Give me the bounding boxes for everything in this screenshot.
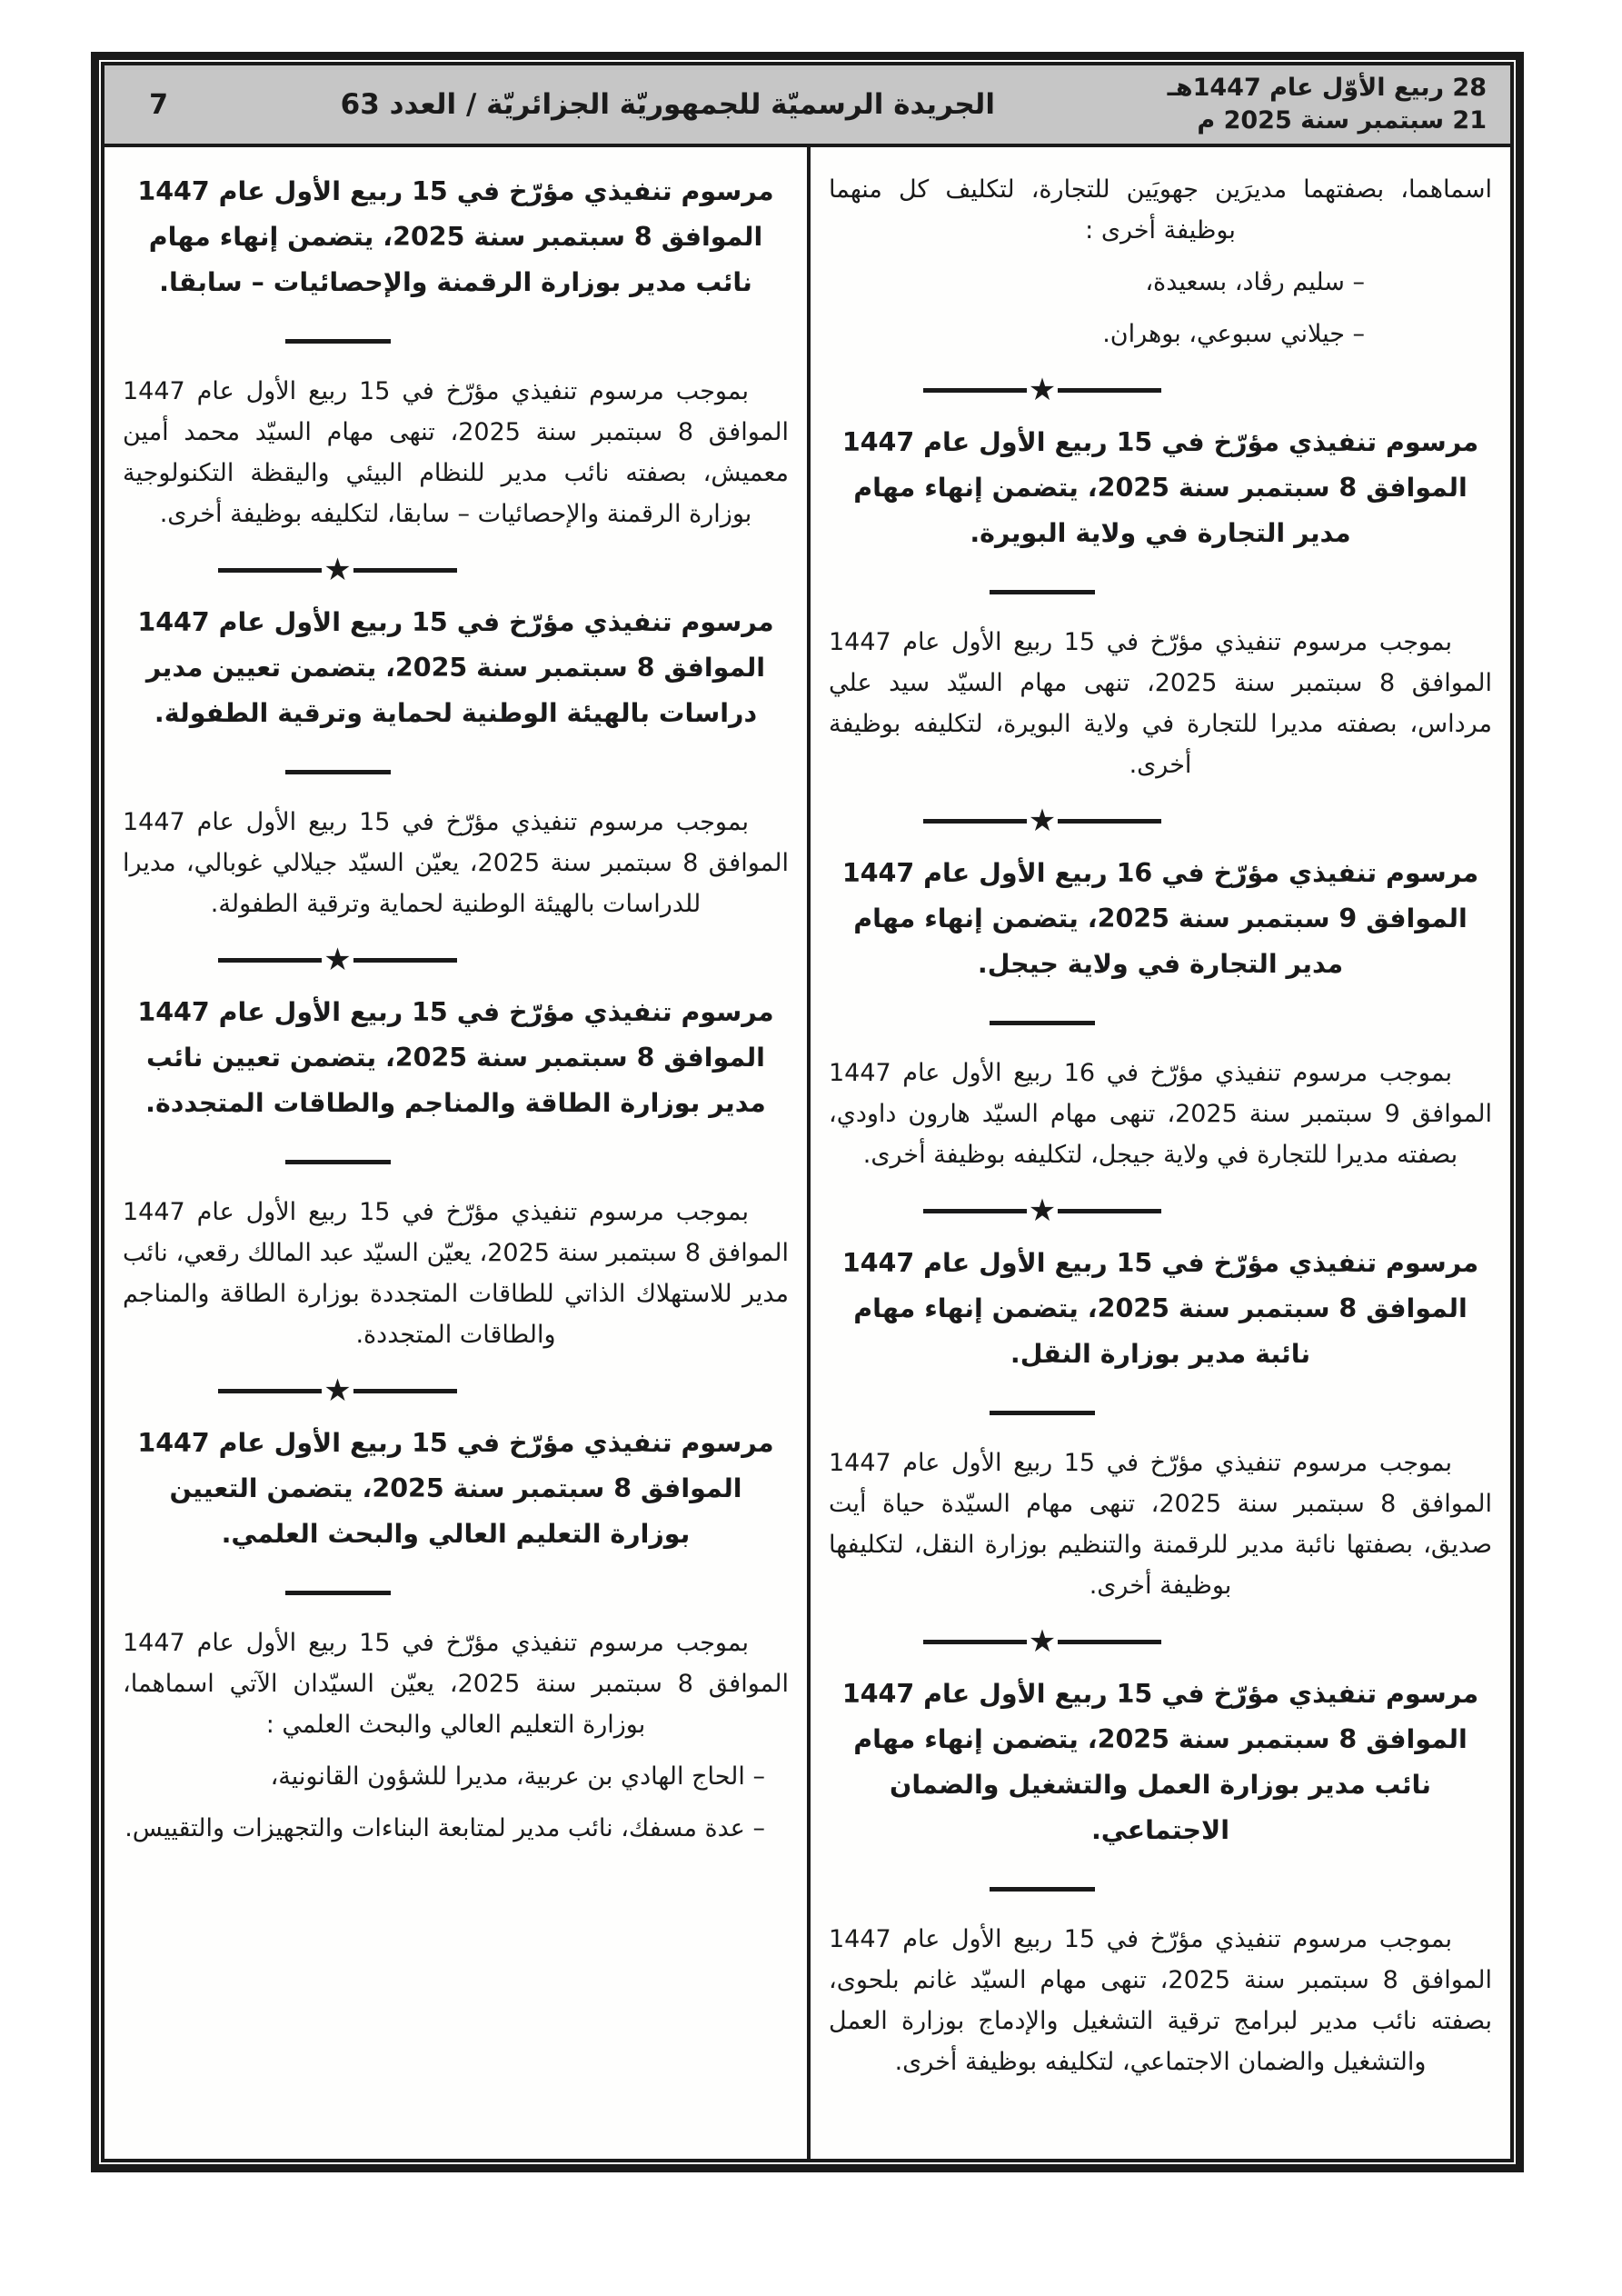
star-separator — [711, 803, 1374, 839]
decree-body: بموجب مرسوم تنفيذي مؤرّخ في 16 ربيع الأول عام 1447 الموافق 9 سبتمبر سنة 2025، تنهى مهام السيّد هارون داودي، بصفته مديرا للتجارة في ولاية جيجل، لتكليفه بوظيفة أخرى. — [829, 1059, 1492, 1169]
separator-line — [353, 958, 457, 963]
separator-line — [285, 339, 391, 344]
star-icon: ★ — [323, 942, 352, 978]
star-separator — [711, 1623, 1374, 1660]
decree-body: بموجب مرسوم تنفيذي مؤرّخ في 15 ربيع الأول عام 1447 الموافق 8 سبتمبر سنة 2025، تنهى مهام السيّد غانم بلحوى، بصفته نائب مدير لبرامج ترقية التشغيل والإدماج بوزارة العمل والتشغيل والضمان الاجتماعي، لتكليفه بوظيفة أخرى. — [829, 1925, 1492, 2076]
list-item: – سليم رڤاد، بسعيدة، — [1145, 268, 1365, 296]
section-separator — [104, 329, 671, 353]
separator-line — [923, 819, 1027, 824]
separator-line — [990, 1411, 1095, 1415]
section-separator — [711, 1401, 1374, 1424]
star-separator — [104, 552, 671, 588]
page-number: 7 — [149, 88, 168, 121]
continued-paragraph: اسماهما، بصفتهما مديرَين جهويَين للتجارة، لتكليف كل منهما بوظيفة أخرى : — [829, 175, 1492, 245]
star-icon: ★ — [1028, 1193, 1057, 1229]
column-left — [104, 147, 807, 2159]
column-right — [811, 147, 1510, 2159]
decree-title: مرسوم تنفيذي مؤرّخ في 15 ربيع الأول عام 1447 الموافق 8 سبتمبر سنة 2025، يتضمن إنهاء مهام نائبة مدير بوزارة النقل. — [841, 1248, 1479, 1369]
separator-line — [353, 1389, 457, 1393]
decree-title: مرسوم تنفيذي مؤرّخ في 15 ربيع الأول عام 1447 الموافق 8 سبتمبر سنة 2025، يتضمن إنهاء مهام نائب مدير بوزارة الرقمنة والإحصائيات – سابقا. — [137, 176, 774, 297]
section-separator — [711, 580, 1374, 604]
separator-line — [1058, 1209, 1161, 1213]
decree-body: بموجب مرسوم تنفيذي مؤرّخ في 15 ربيع الأول عام 1447 الموافق 8 سبتمبر سنة 2025، يعيّن السيّد عبد المالك رقعي، نائب مدير للاستهلاك الذاتي للطاقات المتجددة بوزارة الطاقة والمناجم والطاقات المتجددة. — [123, 1198, 789, 1349]
section-separator — [104, 1581, 671, 1604]
decree-title: مرسوم تنفيذي مؤرّخ في 15 ربيع الأول عام 1447 الموافق 8 سبتمبر سنة 2025، يتضمن تعيين نائب مدير بوزارة الطاقة والمناجم والطاقات المتجددة. — [137, 997, 774, 1118]
header-dates — [1168, 72, 1487, 137]
separator-line — [923, 1209, 1027, 1213]
separator-line — [990, 1887, 1095, 1892]
decree-body: بموجب مرسوم تنفيذي مؤرّخ في 15 ربيع الأول عام 1447 الموافق 8 سبتمبر سنة 2025، تنهى مهام السيّد محمد أمين معميش، بصفته نائب مدير للنظام البيئي واليقظة التكنولوجية بوزارة الرقمنة والإحصائيات – سابقا، لتكليفه بوظيفة أخرى. — [123, 377, 790, 528]
separator-line — [285, 1160, 391, 1164]
section-separator — [711, 1877, 1374, 1901]
separator-line — [923, 1640, 1027, 1644]
page-frame — [91, 52, 1524, 2172]
separator-line — [353, 568, 457, 573]
content-columns — [104, 147, 1510, 2159]
separator-line — [218, 1389, 322, 1393]
decree-body: بموجب مرسوم تنفيذي مؤرّخ في 15 ربيع الأول عام 1447 الموافق 8 سبتمبر سنة 2025، تنهى مهام السيّدة حياة أيت صديق، بصفتها نائبة مدير للرقمنة والتنظيم بوزارة النقل، لتكليفها بوظيفة أخرى. — [829, 1449, 1492, 1600]
separator-line — [285, 1591, 391, 1595]
star-separator — [104, 942, 671, 978]
separator-line — [285, 770, 391, 774]
column-divider — [807, 147, 811, 2159]
separator-line — [218, 958, 322, 963]
section-separator — [104, 760, 671, 784]
decree-title: مرسوم تنفيذي مؤرّخ في 15 ربيع الأول عام 1447 الموافق 8 سبتمبر سنة 2025، يتضمن تعيين مدير دراسات بالهيئة الوطنية لحماية وترقية الطفولة. — [137, 607, 774, 728]
journal-title: الجريدة الرسميّة للجمهوريّة الجزائريّة / العدد 63 — [340, 88, 995, 121]
gregorian-date: 21 سبتمبر سنة 2025 م — [1197, 106, 1487, 135]
star-separator — [711, 1193, 1374, 1229]
decree-title: مرسوم تنفيذي مؤرّخ في 16 ربيع الأول عام 1447 الموافق 9 سبتمبر سنة 2025، يتضمن إنهاء مهام مدير التجارة في ولاية جيجل. — [841, 858, 1479, 979]
separator-line — [990, 1021, 1095, 1025]
separator-line — [990, 590, 1095, 594]
separator-line — [218, 568, 322, 573]
separator-line — [1058, 388, 1161, 393]
page-header — [104, 65, 1510, 147]
list-item: – جيلاني سبوعي، بوهران. — [1102, 320, 1365, 348]
decree-body: بموجب مرسوم تنفيذي مؤرّخ في 15 ربيع الأول عام 1447 الموافق 8 سبتمبر سنة 2025، يعيّن السيّدان الآتي اسماهما، بوزارة التعليم العالي والبحث العلمي : — [123, 1629, 790, 1739]
decree-title: مرسوم تنفيذي مؤرّخ في 15 ربيع الأول عام 1447 الموافق 8 سبتمبر سنة 2025، يتضمن إنهاء مهام مدير التجارة في ولاية البويرة. — [841, 427, 1479, 548]
list-item: – الحاج الهادي بن عربية، مديرا للشؤون القانونية، — [270, 1762, 765, 1791]
separator-line — [1058, 819, 1161, 824]
star-icon: ★ — [323, 552, 352, 588]
decree-title: مرسوم تنفيذي مؤرّخ في 15 ربيع الأول عام 1447 الموافق 8 سبتمبر سنة 2025، يتضمن التعيين بوزارة التعليم العالي والبحث العلمي. — [137, 1428, 774, 1549]
star-icon: ★ — [1028, 372, 1057, 408]
section-separator — [711, 1011, 1374, 1034]
star-separator — [711, 372, 1374, 408]
decree-title: مرسوم تنفيذي مؤرّخ في 15 ربيع الأول عام 1447 الموافق 8 سبتمبر سنة 2025، يتضمن إنهاء مهام نائب مدير بوزارة العمل والتشغيل والضمان الاجتماعي. — [841, 1679, 1479, 1845]
separator-line — [923, 388, 1027, 393]
decree-body: بموجب مرسوم تنفيذي مؤرّخ في 15 ربيع الأول عام 1447 الموافق 8 سبتمبر سنة 2025، يعيّن السيّد جيلالي غوبالي، مديرا للدراسات بالهيئة الوطنية لحماية وترقية الطفولة. — [123, 808, 790, 918]
page-inner-frame — [101, 62, 1514, 2162]
star-icon: ★ — [1028, 803, 1057, 839]
star-icon: ★ — [323, 1373, 352, 1409]
list-item: – عدة مسفك، نائب مدير لمتابعة البناءات والتجهيزات والتقييس. — [124, 1814, 765, 1842]
section-separator — [104, 1150, 671, 1173]
decree-body: بموجب مرسوم تنفيذي مؤرّخ في 15 ربيع الأول عام 1447 الموافق 8 سبتمبر سنة 2025، تنهى مهام السيّد سيد علي مرداس، بصفته مديرا للتجارة في ولاية البويرة، لتكليفه بوظيفة أخرى. — [829, 628, 1492, 779]
star-separator — [104, 1373, 671, 1409]
hijri-date: 28 ربيع الأوّل عام 1447هـ — [1167, 74, 1487, 102]
star-icon: ★ — [1028, 1623, 1057, 1660]
separator-line — [1058, 1640, 1161, 1644]
